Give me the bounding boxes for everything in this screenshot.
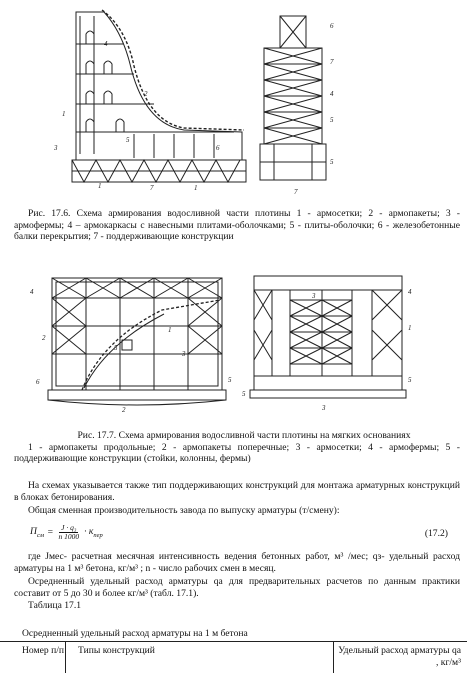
paragraph-variables: где Јмес- расчетная месячная интенсивность ведения бетонных работ, м³ /мес; qз- удельный расход арматуры на 1 м³ бетона, кг/м³ ; n - число рабочих смен в месяц. (14, 551, 460, 574)
formula-17-2 (30, 522, 460, 548)
fig2-label-0: 4 (30, 288, 34, 296)
formula-denominator: n 1000 (58, 532, 80, 541)
fig1-label-5: 6 (216, 144, 220, 152)
fig1-label-8: 1 (194, 184, 198, 192)
table-header-type: Типы конструкций (66, 642, 334, 673)
fig2-label-5: 6 (36, 378, 40, 386)
fig1-label-0: 1 (62, 110, 66, 118)
fig2-label-10: 4 (408, 288, 412, 296)
table-title: Осредненный удельный расход арматуры на 1 м бетона (22, 628, 248, 639)
fig2-label-7: 2 (122, 406, 126, 414)
fig1-label-11: 4 (330, 90, 334, 98)
table-reference: Таблица 17.1 (28, 600, 82, 611)
fig1-label-9: 6 (330, 22, 334, 30)
figure-17-7-drawing (22, 270, 462, 420)
figure-17-7-caption-legend: 1 - армопакеты продольные; 2 - армопакеты поперечные; 3 - армосетки; 4 - армофермы; 5 - поддерживающие конструкции (стойки, колонны, фермы) (14, 441, 460, 465)
formula-lhs: $П_{см}$ (30, 526, 44, 539)
figure-17-7-caption-title: Рис. 17.7. Схема армирования водосливной части плотины на мягких основаниях (77, 430, 411, 441)
table-header-consumption: Удельный расход арматуры qа , кг/м³ (338, 645, 461, 668)
formula-expression (30, 524, 103, 541)
formula-multiplier: · $к_{пер}$ (84, 526, 103, 539)
fig2-label-2: 5 (114, 344, 118, 352)
fig1-label-10: 7 (330, 58, 334, 66)
paragraph-productivity: Общая сменная производительность завода по выпуску арматуры (т/смену): (28, 505, 340, 516)
formula-numerator: J · q₃ (61, 523, 77, 532)
fig2-label-12: 5 (408, 376, 412, 384)
fig2-label-1: 2 (42, 334, 46, 342)
fig2-label-13: 3 (322, 404, 326, 412)
fig2-label-3: 3 (182, 350, 186, 358)
fig2-label-8: 5 (242, 390, 246, 398)
fig2-label-4: 1 (168, 326, 172, 334)
fig1-label-12: 5 (330, 116, 334, 124)
fig1-label-14: 7 (294, 188, 298, 196)
formula-fraction (56, 524, 81, 541)
figure-17-7 (22, 270, 462, 420)
fig1-label-13: 5 (330, 158, 334, 166)
figure-17-6-drawing (34, 4, 454, 202)
table-header-number: Номер п/п (0, 642, 66, 673)
fig1-label-6: 7 (150, 184, 154, 192)
paragraph-average-consumption: Осредненный удельный расход арматуры qа для предварительных расчетов по данным практики составит от 5 до 30 и более кг/м³ (табл. 17.1). (14, 576, 460, 599)
fig1-label-3: 4 (104, 40, 108, 48)
equation-number: (17.2) (424, 528, 448, 539)
fig1-label-1: 2 (144, 90, 148, 98)
figure-17-6-caption: Рис. 17.6. Схема армирования водосливной части плотины 1 - армосетки; 2 - армопакеты; 3 - армофермы; 4 – армокаркасы с навесными плитами-оболочками; 5 - плиты-оболочки; 6 - железобетонные балки перекрытия; 7 - поддерживающие конструкции (14, 208, 460, 243)
formula-eq: = (46, 527, 54, 538)
fig2-label-11: 1 (408, 324, 412, 332)
fig1-label-4: 5 (126, 136, 130, 144)
fig1-label-2: 3 (54, 144, 58, 152)
fig2-label-6: 5 (228, 376, 232, 384)
table-17-1 (0, 641, 467, 673)
figure-17-6 (34, 4, 454, 202)
fig1-label-7: 1 (98, 182, 102, 190)
fig2-label-9: 3 (312, 292, 316, 300)
figure-17-7-caption (14, 430, 460, 465)
paragraph-supports: На схемах указывается также тип поддерживающих конструкций для монтажа арматурных конструкций в блоках бетонирования. (14, 480, 460, 503)
